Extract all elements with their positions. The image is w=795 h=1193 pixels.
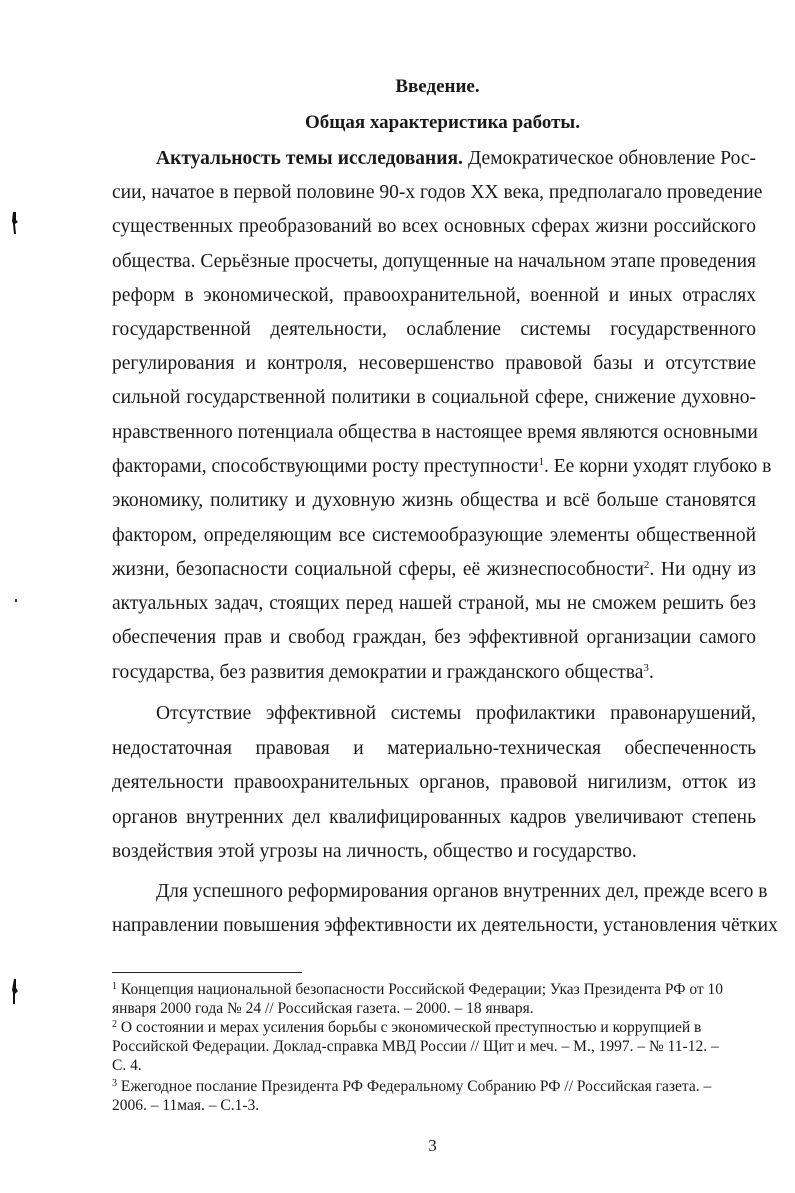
line-text: . — [648, 662, 654, 683]
paragraph-line: направлении повышения эффективности их деятельности, установления чётких — [112, 915, 778, 936]
footnote-ref[interactable]: 3 — [643, 662, 649, 674]
paragraph-line: сии, начатое в первой половине 90-х годов XX века, предполагало проведение — [112, 182, 763, 203]
footnote-number: 1 — [112, 981, 117, 992]
line-text: жизни, безопасности социальной сферы, её жизнеспособности — [112, 559, 644, 580]
paragraph-line: актуальных задач, стоящих перед нашей страной, мы не сможем решить без — [112, 593, 756, 614]
footnote-2-line: С. 4. — [112, 1057, 142, 1074]
page-number: 3 — [428, 1136, 437, 1155]
line-text: государства, без развития демократии и гражданского общества — [112, 662, 644, 683]
paragraph-line — [112, 558, 756, 582]
scan-mark — [10, 978, 20, 1006]
footnote-1-line: января 2000 года № 24 // Российская газета. – 2000. – 18 января. — [112, 1000, 534, 1017]
paragraph-line: нравственного потенциала общества в настоящее время являются основными — [112, 422, 758, 443]
paragraph-line: общества. Серьёзные просчеты, допущенные на начальном этапе проведения — [112, 251, 756, 272]
paragraph-line: государственной деятельности, ослабление системы государственного — [112, 319, 756, 340]
footnote-separator — [112, 972, 302, 973]
footnote-text: Ежегодное послание Президента РФ Федеральному Собранию РФ // Российская газета. – — [117, 1078, 712, 1095]
footnote-number: 3 — [112, 1078, 117, 1089]
paragraph-line: экономику, политику и духовную жизнь общества и всё больше становятся — [112, 490, 756, 511]
paragraph-line: существенных преобразований во всех основных сферах жизни российского — [112, 216, 756, 237]
paragraph-line: органов внутренних дел квалифицированных кадров увеличивают степень — [112, 807, 756, 828]
line-text: Демократическое обновление Рос- — [462, 148, 756, 169]
footnote-3 — [112, 1077, 758, 1096]
footnote-ref[interactable]: 2 — [643, 559, 650, 571]
section-title: Введение. — [395, 76, 480, 97]
paragraph-line: обеспечения прав и свобод граждан, без эффективной организации самого — [112, 627, 756, 648]
footnote-2-line: Российской Федерации. Доклад-справка МВД России // Щит и меч. – М., 1997. – № 11-12. – — [112, 1038, 719, 1055]
paragraph-line — [112, 661, 756, 685]
lead-phrase: Актуальность темы исследования. — [156, 148, 463, 169]
paragraph-line: сильной государственной политики в социальной сфере, снижение духовно- — [112, 387, 756, 408]
footnote-3-line: 2006. – 11мая. – С.1-3. — [112, 1097, 260, 1114]
footnote-number: 2 — [112, 1019, 117, 1030]
footnote-ref[interactable]: 1 — [538, 456, 544, 468]
paragraph-line: фактором, определяющим все системообразующие элементы общественной — [112, 525, 756, 546]
scan-dot — [14, 598, 20, 604]
paragraph-line: деятельности правоохранительных органов, правовой нигилизм, отток из — [112, 772, 756, 793]
paragraph-line — [112, 455, 772, 479]
paragraph-line: регулирования и контроля, несовершенство правовой базы и отсутствие — [112, 353, 756, 374]
line-text: факторами, способствующими росту преступности — [112, 456, 539, 477]
footnote-text: О состоянии и мерах усиления борьбы с экономической преступностью и коррупцией в — [117, 1019, 702, 1036]
line-text: . Ее корни уходят глубоко в — [544, 456, 772, 477]
line-text: . Ни одну из — [649, 559, 756, 580]
section-subtitle: Общая характеристика работы. — [305, 112, 580, 133]
footnote-text: Концепция национальной безопасности Российской Федерации; Указ Президента РФ от 10 — [117, 981, 724, 998]
footnote-2 — [112, 1018, 758, 1037]
footnote-1 — [112, 980, 758, 999]
scan-mark — [10, 210, 20, 238]
paragraph-line: реформ в экономической, правоохранительной, военной и иных отраслях — [112, 285, 756, 306]
paragraph-line — [156, 147, 756, 171]
paragraph-line: воздействия этой угрозы на личность, общество и государство. — [112, 841, 637, 862]
paragraph-line: Отсутствие эффективной системы профилактики правонарушений, — [156, 703, 756, 724]
paragraph-line: Для успешного реформирования органов внутренних дел, прежде всего в — [156, 881, 768, 902]
paragraph-line: недостаточная правовая и материально-техническая обеспеченность — [112, 738, 756, 759]
